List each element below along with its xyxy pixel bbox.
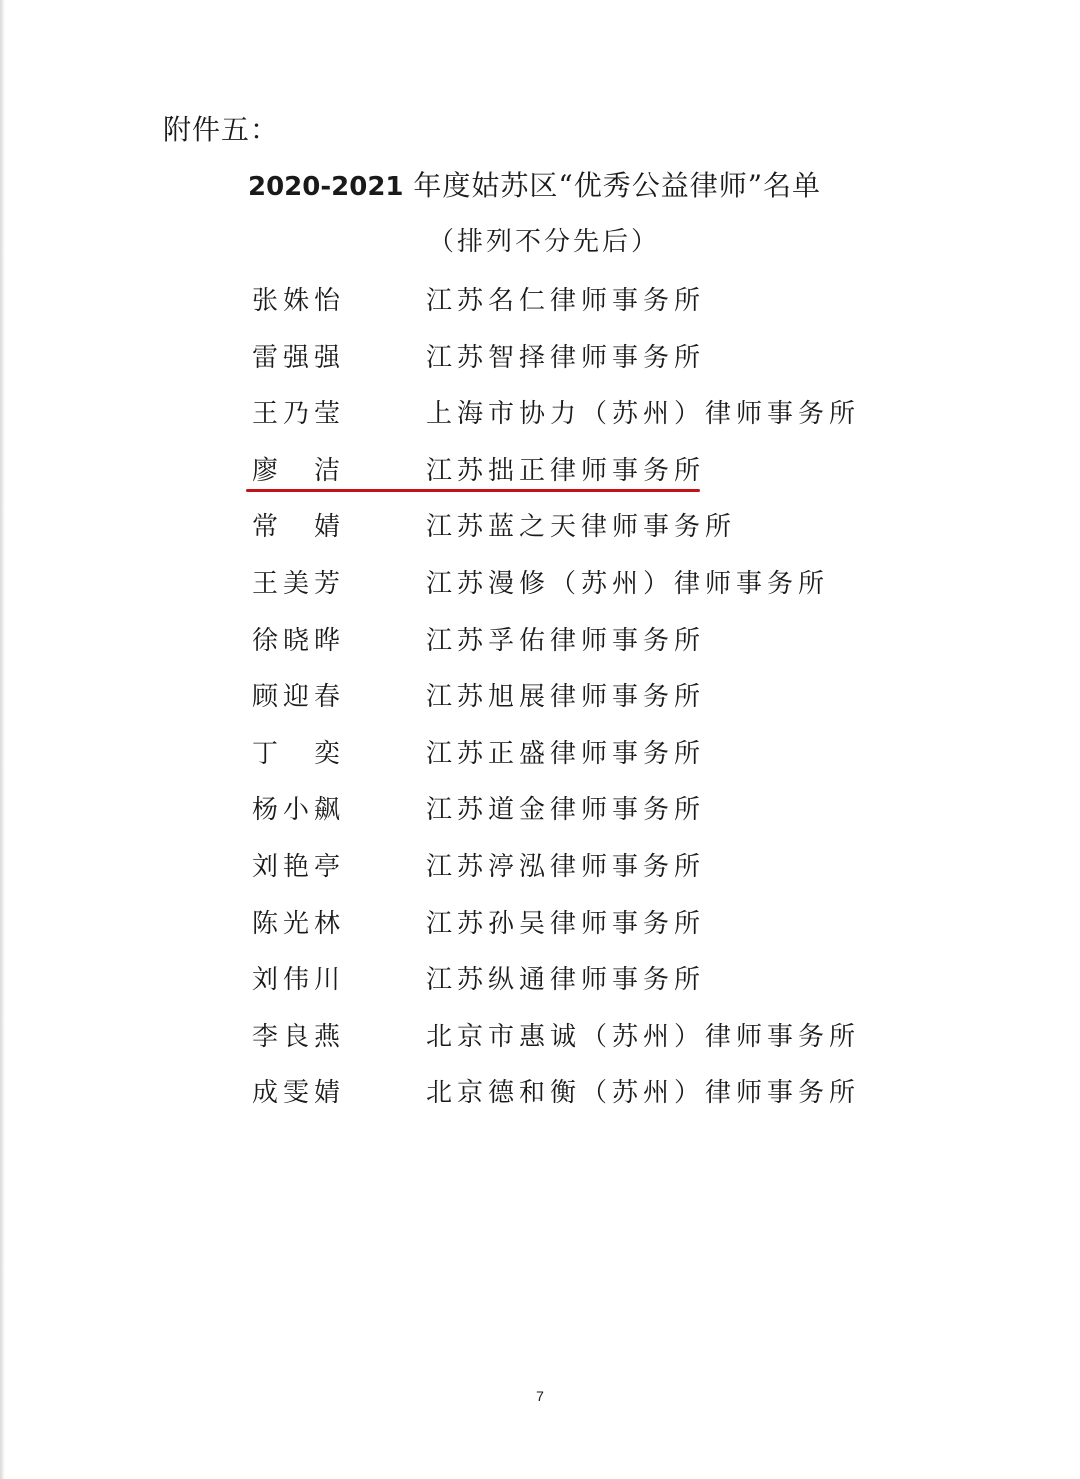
lawyer-name: 顾迎春 [252,682,346,713]
law-firm: 上海市协力（苏州）律师事务所 [426,399,861,430]
page-number: 7 [536,1388,544,1404]
list-item [250,393,870,450]
law-firm: 江苏旭展律师事务所 [426,682,706,713]
law-firm: 江苏渟泓律师事务所 [426,851,706,882]
law-firm: 江苏拙正律师事务所 [426,455,706,486]
law-firm: 江苏孚佑律师事务所 [426,625,706,656]
lawyer-name: 刘艳亭 [252,851,346,882]
list-item [250,733,870,790]
law-firm: 江苏正盛律师事务所 [426,738,706,769]
lawyer-name: 李良燕 [252,1021,346,1052]
list-item [250,903,870,960]
list-item [250,789,870,846]
lawyer-name: 廖 洁 [252,455,346,486]
law-firm: 北京市惠诚（苏州）律师事务所 [426,1021,861,1052]
law-firm: 江苏孙吴律师事务所 [426,908,706,939]
lawyer-name: 杨小飙 [252,795,346,826]
title-text: 年度姑苏区“优秀公益律师”名单 [403,169,822,202]
law-firm: 江苏智择律师事务所 [426,342,706,373]
lawyer-name: 刘伟川 [252,965,346,996]
law-firm: 江苏蓝之天律师事务所 [426,512,737,543]
list-item [250,506,870,563]
lawyer-name: 张姝怡 [252,286,346,316]
law-firm: 江苏名仁律师事务所 [426,286,706,316]
law-firm: 北京德和衡（苏州）律师事务所 [426,1078,861,1109]
lawyer-name: 常 婧 [252,512,346,543]
title-year-range: 2020-2021 [248,172,404,202]
page-edge-shadow [0,0,5,1479]
lawyer-name: 王美芳 [252,568,346,599]
lawyer-list [250,280,870,1129]
list-item [250,337,870,394]
lawyer-name: 雷强强 [252,342,346,373]
law-firm: 江苏纵通律师事务所 [426,965,706,996]
list-item [250,1016,870,1073]
document-subtitle: （排列不分先后） [428,227,661,257]
red-underline-annotation [246,489,700,492]
document-title [248,164,821,204]
list-item [250,280,870,337]
lawyer-name: 徐晓晔 [252,625,346,656]
list-item [250,620,870,677]
list-item [250,846,870,903]
law-firm: 江苏道金律师事务所 [426,795,706,826]
list-item-highlighted [250,450,870,507]
list-item [250,563,870,620]
list-item [250,1072,870,1129]
lawyer-name: 陈光林 [252,908,346,939]
lawyer-name: 丁 奕 [252,738,346,769]
list-item [250,959,870,1016]
lawyer-name: 王乃莹 [252,399,346,430]
lawyer-name: 成雯婧 [252,1078,346,1109]
law-firm: 江苏漫修（苏州）律师事务所 [426,568,830,599]
list-item [250,676,870,733]
attachment-label: 附件五： [163,113,280,146]
